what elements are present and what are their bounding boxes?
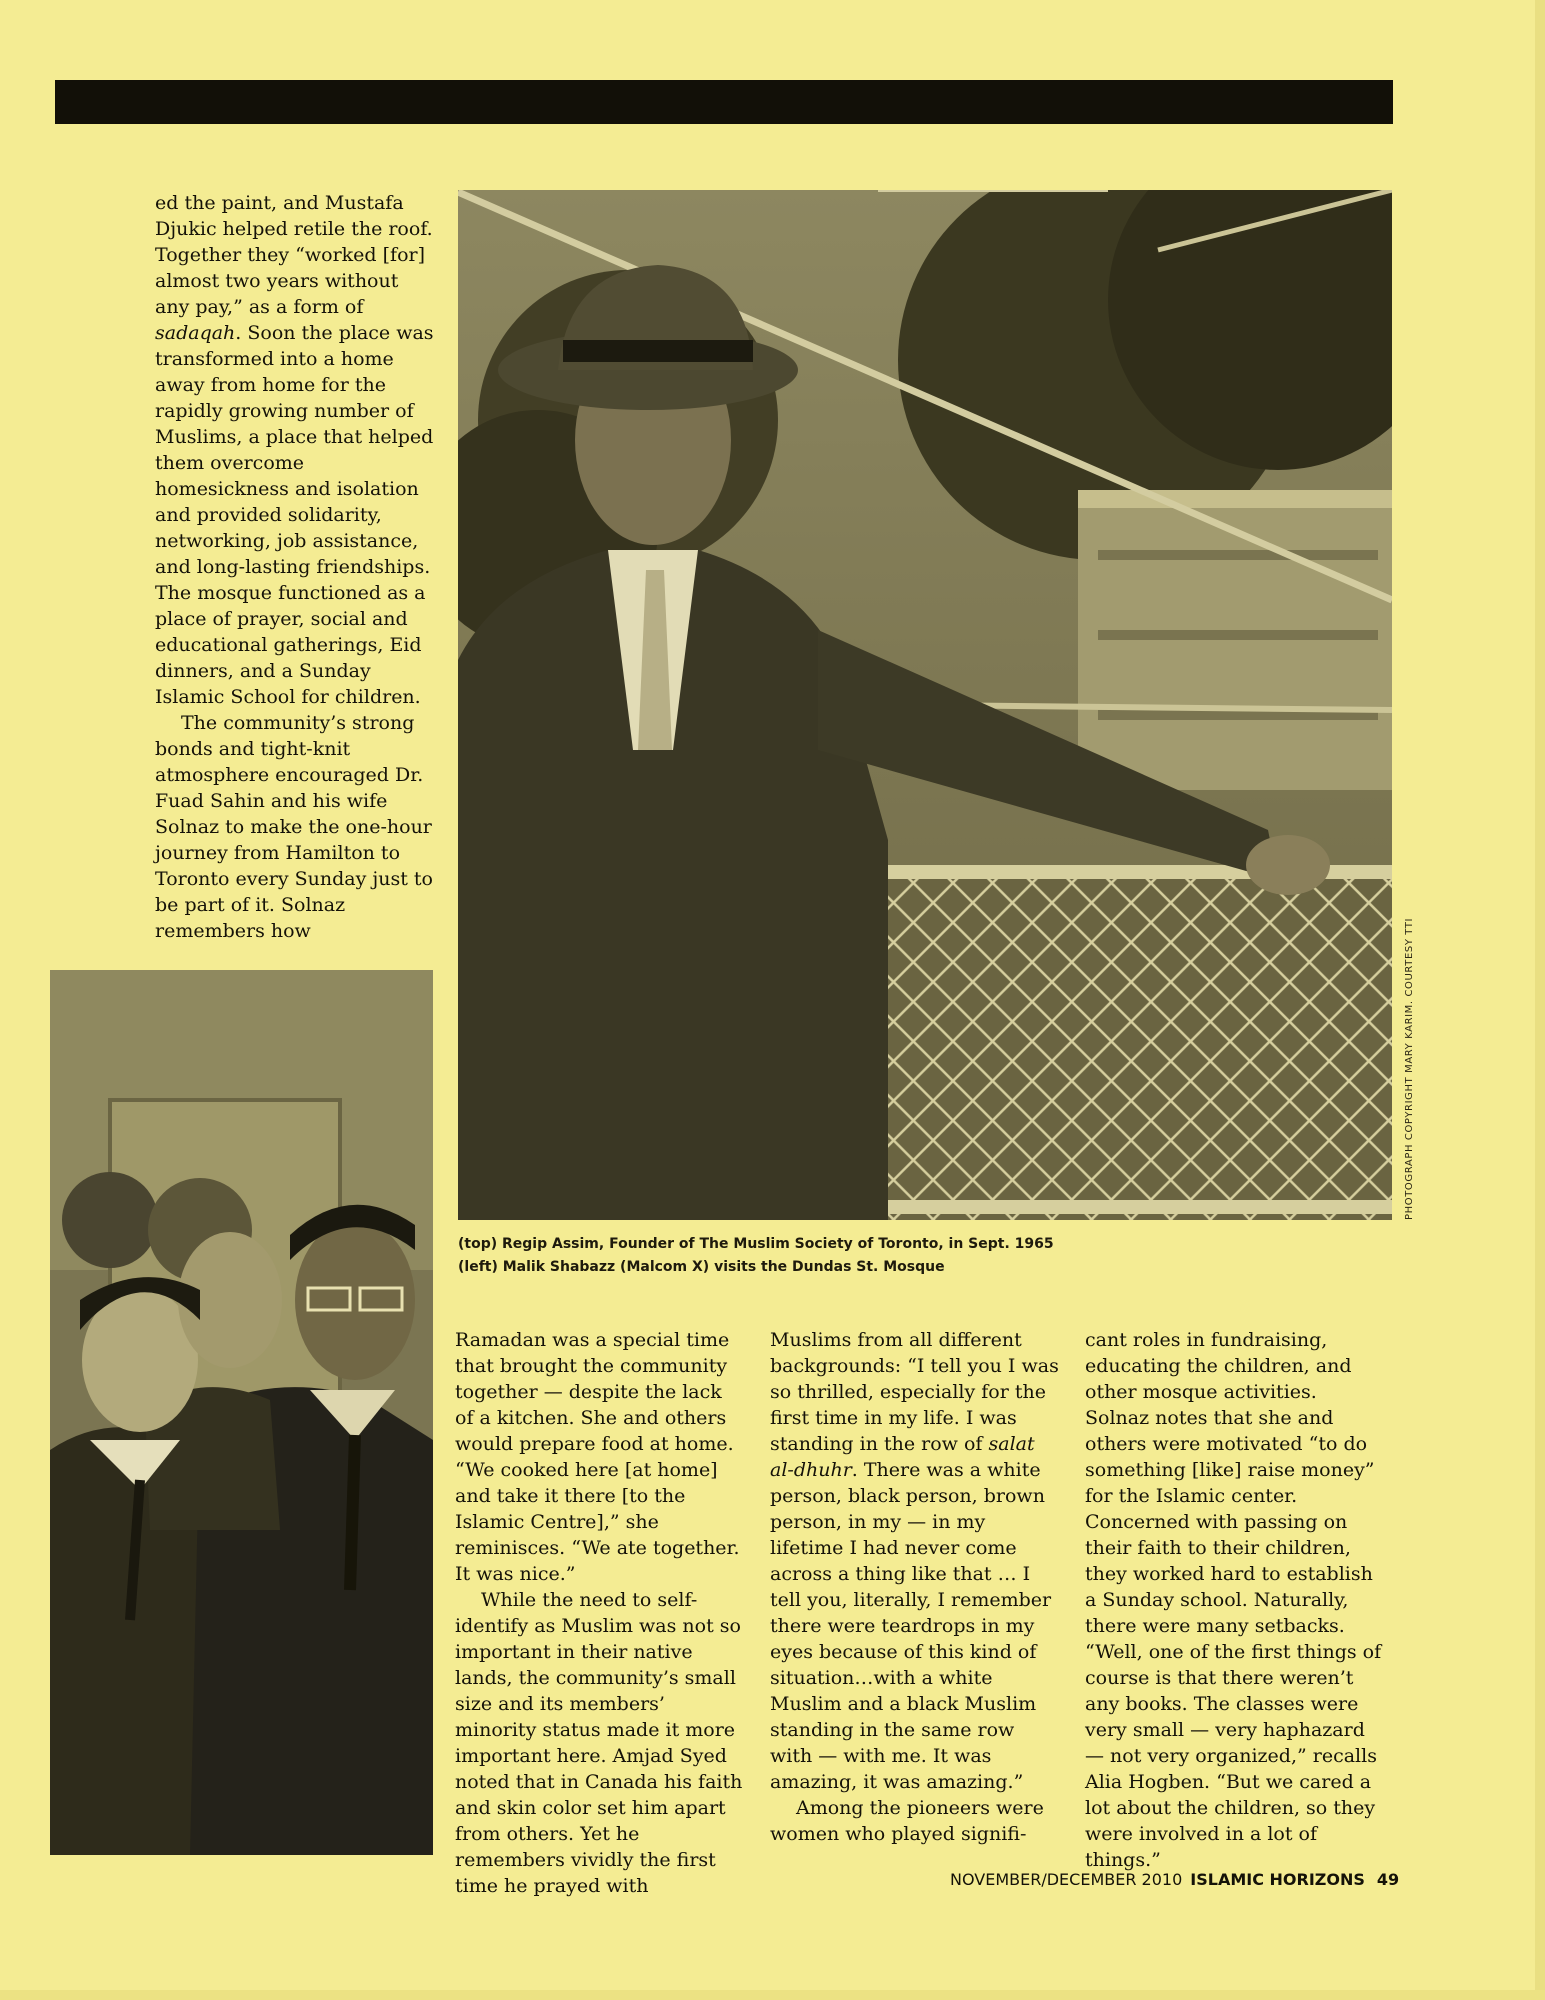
photo-credit: PHOTOGRAPH COPYRIGHT MARY KARIM. COURTESY TTI bbox=[1404, 917, 1415, 1220]
photo-malik-shabazz-image bbox=[50, 970, 433, 1855]
magazine-name: ISLAMIC HORIZONS bbox=[1190, 1870, 1365, 1889]
paragraph: ed the paint, and Mustafa Djukic helped retile the roof. Together they “worked [for] almost two years without any pay,” as a form of sadaqah. Soon the place was transformed into a home away from home for the rapidly growing number of Muslims, a place that helped them overcome homesickness and isolation and provided solidarity, networking, job assistance, and long-lasting friendships. The mosque functioned as a place of prayer, social and educational gatherings, Eid dinners, and a Sunday Islamic School for children. bbox=[155, 192, 434, 708]
caption-line-top: (top) Regip Assim, Founder of The Muslim Society of Toronto, in Sept. 1965 bbox=[458, 1236, 1054, 1252]
paragraph: cant roles in fundraising, educating the children, and other mosque activities. Solnaz notes that she and others were motivated “to do something [like] raise money” for the Islamic center. Concerned with passing on their faith to their children, they worked hard to establish a Sunday school. Naturally, there were many setbacks. “Well, one of the first things of course is that there weren’t any books. The classes were very small — very haphazard — not very organized,” recalls Alia Hogben. “But we cared a lot about the children, so they were involved in a lot of things.” bbox=[1085, 1329, 1382, 1871]
caption-line-left: (left) Malik Shabazz (Malcom X) visits the Dundas St. Mosque bbox=[458, 1259, 945, 1275]
issue-date: NOVEMBER/DECEMBER 2010 bbox=[950, 1870, 1183, 1889]
text-column-b bbox=[770, 1327, 1060, 1847]
photo-caption bbox=[458, 1233, 1398, 1279]
photo-malik-shabazz bbox=[50, 970, 433, 1855]
page-edge-bottom bbox=[0, 1990, 1545, 2000]
photo-regip-assim-image bbox=[458, 190, 1392, 1220]
text-column-left bbox=[155, 190, 437, 944]
paragraph: While the need to self-identify as Muslim was not so important in their native lands, the community’s small size and its members’ minority status made it more important here. Amjad Syed noted that in Canada his faith and skin color set him apart from others. Yet he remembers vividly the first time he prayed with bbox=[455, 1589, 743, 1897]
header-bar bbox=[55, 80, 1393, 124]
page-number: 49 bbox=[1376, 1870, 1400, 1889]
photo-regip-assim bbox=[458, 190, 1392, 1220]
paragraph: Ramadan was a special time that brought the community together — despite the lack of a kitchen. She and others would prepare food at home. “We cooked here [at home] and take it there [to the Islamic Centre],” she reminisces. “We ate together. It was nice.” bbox=[455, 1329, 740, 1585]
paragraph: The community’s strong bonds and tight-knit atmosphere encouraged Dr. Fuad Sahin and his wife Solnaz to make the one-hour journey from Hamilton to Toronto every Sunday just to be part of it. Solnaz remembers how bbox=[155, 712, 433, 942]
text-column-a bbox=[455, 1327, 745, 1899]
page-footer bbox=[950, 1870, 1399, 1889]
page-edge-right bbox=[1535, 0, 1545, 2000]
paragraph: Among the pioneers were women who played signifi- bbox=[770, 1797, 1044, 1845]
paragraph: Muslims from all different backgrounds: “I tell you I was so thrilled, especially for the first time in my life. I was standing in the row of salat al-dhuhr. There was a white person, black person, brown person, in my — in my lifetime I had never come across a thing like that … I tell you, literally, I remember there were teardrops in my eyes because of this kind of situation…with a white Muslim and a black Muslim standing in the same row with — with me. It was amazing, it was amazing.” bbox=[770, 1329, 1059, 1793]
text-column-c bbox=[1085, 1327, 1385, 1873]
